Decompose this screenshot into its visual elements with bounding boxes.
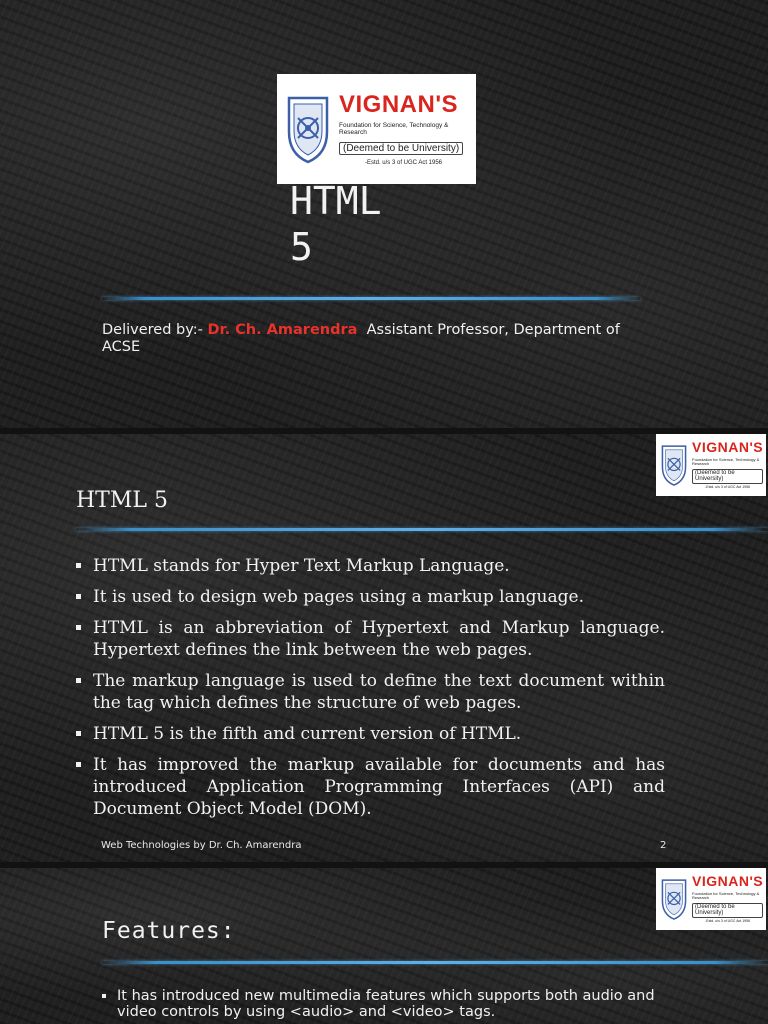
slide-title bbox=[290, 178, 382, 270]
logo-act-text: -Estd. u/s 3 of UGC Act 1956 bbox=[705, 484, 751, 489]
title-divider bbox=[102, 297, 640, 300]
delivered-label: Delivered by:- bbox=[102, 322, 208, 338]
logo-act-text: -Estd. u/s 3 of UGC Act 1956 bbox=[364, 159, 443, 166]
presenter-subtitle bbox=[102, 322, 642, 356]
logo-foundation-text: Foundation for Science, Technology & Research bbox=[692, 890, 760, 900]
slide-title: Features: bbox=[102, 918, 236, 944]
list-item: It has introduced new multimedia features which supports both audio and video controls by using <audio> and <video> tags. bbox=[102, 988, 662, 1020]
slide-title: HTML 5 bbox=[76, 488, 168, 513]
presenter-name: Dr. Ch. Amarendra bbox=[207, 322, 358, 338]
slide-footer: Web Technologies by Dr. Ch. Amarendra bbox=[101, 840, 302, 851]
presenter-designation: Assistant Professor, Department of ACSE bbox=[102, 322, 625, 355]
logo-foundation-text: Foundation for Science, Technology & Research bbox=[692, 456, 760, 466]
logo-foundation-text: Foundation for Science, Technology & Research bbox=[339, 122, 449, 137]
title-divider bbox=[102, 961, 768, 964]
vignans-logo bbox=[277, 74, 476, 184]
html5-intro-slide bbox=[0, 434, 768, 862]
university-emblem-icon bbox=[660, 877, 688, 921]
title-slide bbox=[0, 0, 768, 428]
list-item: The markup language is used to define the text document within the tag which defines the structure of web pages. bbox=[76, 670, 665, 714]
list-item: HTML 5 is the fifth and current version of HTML. bbox=[76, 723, 665, 745]
university-emblem-icon bbox=[660, 443, 688, 487]
logo-brand-text: VIGNAN'S bbox=[339, 90, 459, 118]
list-item: HTML is an abbreviation of Hypertext and Markup language. Hypertext defines the link between the web pages. bbox=[76, 617, 665, 661]
slide-number: 2 bbox=[660, 840, 667, 851]
list-item: It is used to design web pages using a markup language. bbox=[76, 586, 665, 608]
logo-brand-text: VIGNAN'S bbox=[692, 873, 764, 890]
vignans-logo bbox=[656, 434, 766, 496]
bullet-list bbox=[76, 555, 665, 829]
bullet-list bbox=[102, 988, 662, 1020]
vignans-logo bbox=[656, 868, 766, 930]
logo-brand-text: VIGNAN'S bbox=[692, 439, 764, 456]
logo-deemed-text: (Deemed to be University) bbox=[692, 469, 763, 484]
university-emblem-icon bbox=[285, 94, 331, 164]
title-divider bbox=[76, 528, 768, 531]
title-line-1: HTML bbox=[290, 179, 382, 223]
logo-deemed-text: (Deemed to be University) bbox=[339, 142, 463, 155]
list-item: HTML stands for Hyper Text Markup Language. bbox=[76, 555, 665, 577]
logo-act-text: -Estd. u/s 3 of UGC Act 1956 bbox=[705, 918, 751, 923]
list-item: It has improved the markup available for documents and has introduced Application Programming Interfaces (API) and Document Object Model (DOM). bbox=[76, 754, 665, 820]
features-slide bbox=[0, 868, 768, 1024]
logo-deemed-text: (Deemed to be University) bbox=[692, 903, 763, 918]
title-line-2: 5 bbox=[290, 225, 313, 269]
